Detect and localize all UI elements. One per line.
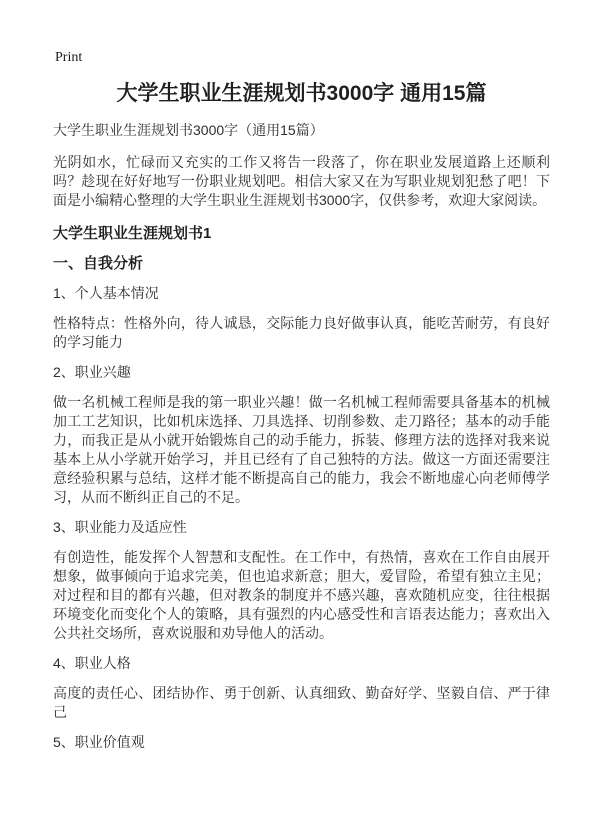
page-subtitle: 大学生职业生涯规划书3000字（通用15篇）	[53, 122, 324, 138]
item-heading-1: 1、个人基本情况	[53, 285, 159, 301]
item-body-4: 高度的责任心、团结协作、勇于创新、认真细致、勤奋好学、坚毅自信、严于律己	[53, 685, 550, 720]
print-button[interactable]: Print	[55, 50, 83, 65]
section-heading-self-analysis: 一、自我分析	[53, 255, 144, 272]
item-body-1: 性格特点：性格外向，待人诚恳，交际能力良好做事认真，能吃苦耐劳，有良好的学习能力	[53, 315, 550, 350]
page-title: 大学生职业生涯规划书3000字 通用15篇	[116, 82, 487, 105]
item-body-3: 有创造性，能发挥个人智慧和支配性。在工作中，有热情，喜欢在工作自由展开想象，做事倾向于追求完美，但也追求新意；胆大，爱冒险，希望有独立主见；对过程和目的都有兴趣，但对教条的制度并不感兴趣，喜欢随机应变，往往根据环境变化而变化个人的策略，具有强烈的内心感受性和言语表达能力；喜欢出入公共社交场所，喜欢说服和劝导他人的活动。	[53, 549, 550, 641]
intro-paragraph: 光阴如水，忙碌而又充实的工作又将告一段落了，你在职业发展道路上还顺利吗？趁现在好好地写一份职业规划吧。相信大家又在为写职业规划犯愁了吧！下面是小编精心整理的大学生职业生涯规划书3000字，仅供参考，欢迎大家阅读。	[53, 154, 550, 208]
article-title: 大学生职业生涯规划书1	[53, 225, 212, 242]
item-heading-3: 3、职业能力及适应性	[53, 519, 187, 535]
item-body-2: 做一名机械工程师是我的第一职业兴趣！做一名机械工程师需要具备基本的机械加工工艺知识，比如机床选择、刀具选择、切削参数、走刀路径；基本的动手能力，而我正是从小就开始锻炼自己的动手能力，拆装、修理方法的选择对我来说基本上从小学就开始学习，并且已经有了自己独特的方法。做这一方面还需要注意经验积累与总结，这样才能不断提高自己的能力，我会不断地虚心向老师傅学习，从而不断纠正自己的不足。	[53, 394, 550, 505]
item-heading-2: 2、职业兴趣	[53, 364, 131, 380]
item-heading-4: 4、职业人格	[53, 655, 131, 671]
item-heading-5: 5、职业价值观	[53, 734, 145, 750]
